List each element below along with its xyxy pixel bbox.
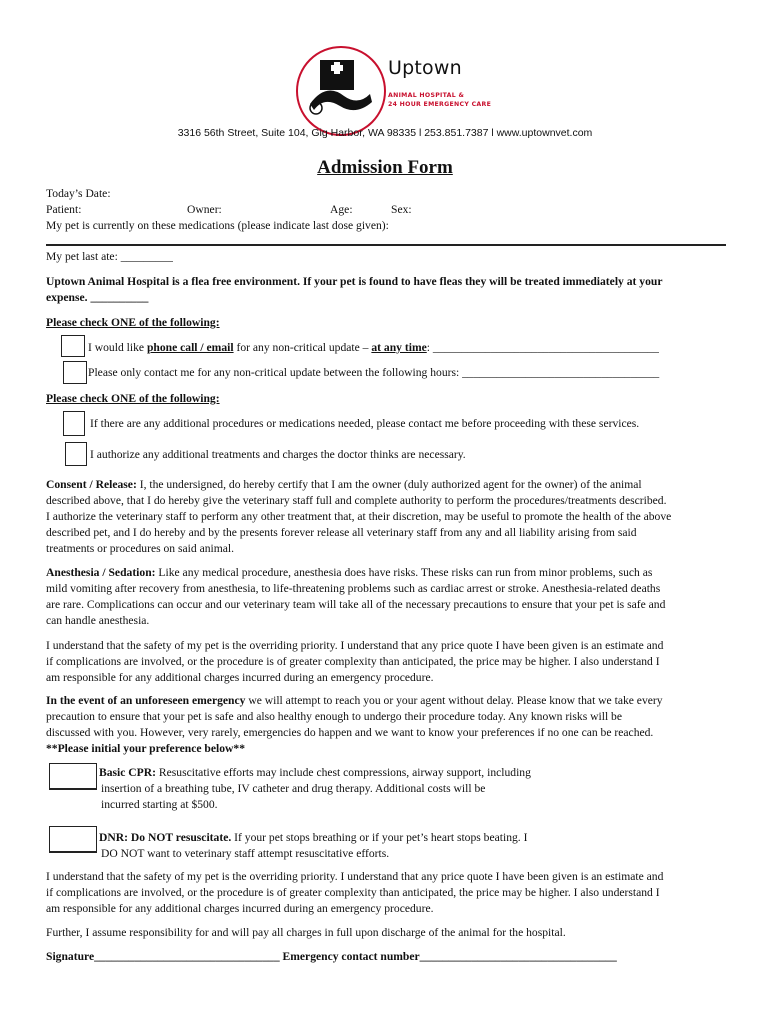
sex-label: Sex: bbox=[391, 203, 412, 216]
page-title: Admission Form bbox=[317, 157, 453, 178]
emergency-line-3: discussed with you. However, very rarely, emergencies do happen and we want to know your preferences if no one can be reached. bbox=[46, 726, 654, 739]
emergency-contact-field[interactable]: __________________________________ bbox=[419, 950, 617, 963]
patient-label: Patient: bbox=[46, 203, 82, 216]
phone-email-text: phone call / email bbox=[146, 341, 234, 354]
pet-logo-icon bbox=[296, 46, 382, 132]
anesthesia-label: Anesthesia / Sedation: bbox=[46, 566, 156, 579]
consent-line-3: I authorize the veterinary staff to perform any other treatment that, at their discretion, may be useful to promote the health of the above bbox=[46, 510, 672, 523]
understand-1-line-3: am responsible for any additional charges incurred during an emergency procedure. bbox=[46, 671, 434, 684]
procedure-option-2-checkbox[interactable] bbox=[65, 442, 87, 466]
understand-1-line-2: if complications are involved, or the procedure is of greater complexity than anticipated, the price may be higher. I also understand I bbox=[46, 655, 660, 668]
cpr-label: Basic CPR: bbox=[99, 766, 156, 779]
dnr-line-1: DNR: Do NOT resuscitate. If your pet stops breathing or if your pet’s heart stops beating. I bbox=[99, 831, 528, 844]
anesthesia-line-2: mild vomiting after recovery from anesthesia, to life-threatening problems such as cardiac arrest or stroke. Anesthesia-related deaths bbox=[46, 582, 661, 595]
medications-label: My pet is currently on these medications (please indicate last dose given): bbox=[46, 219, 389, 232]
emergency-line-2: precaution to ensure that your pet is safe and also healthy enough to undergo their procedure today. Any known risks will be bbox=[46, 710, 623, 723]
understand-2-line-2: if complications are involved, or the procedure is of greater complexity than anticipated, the price may be higher. I also understand I bbox=[46, 886, 660, 899]
anesthesia-line-3: are rare. Complications can occur and our veterinary team will take all of the necessary precautions to ensure that your pet is safe and bbox=[46, 598, 666, 611]
signature-label: Signature bbox=[46, 950, 95, 963]
logo-subtitle-2: 24 HOUR EMERGENCY CARE bbox=[388, 101, 492, 108]
procedure-section-heading: Please check ONE of the following: bbox=[46, 392, 220, 405]
contact-section-heading: Please check ONE of the following: bbox=[46, 316, 220, 329]
emergency-line-1: In the event of an unforeseen emergency we will attempt to reach you or your agent without delay. Please know that we take every bbox=[46, 694, 663, 707]
hospital-address: 3316 56th Street, Suite 104, Gig Harbor, WA 98335 l 253.851.7387 l www.uptownvet.com bbox=[177, 127, 593, 139]
signature-row bbox=[46, 949, 617, 965]
anesthesia-line-4: can handle anesthesia. bbox=[46, 614, 150, 627]
consent-line-4: described pet, and I do hereby and by the presents forever release all veterinary staff from any and all liability arising from said bbox=[46, 526, 637, 539]
payment-responsibility: Further, I assume responsibility for and will pay all charges in full upon discharge of the animal for the hospital. bbox=[46, 926, 566, 939]
cpr-line-3: incurred starting at $500. bbox=[101, 798, 218, 811]
contact-option-1-checkbox[interactable] bbox=[61, 335, 85, 357]
emergency-contact-label: Emergency contact number bbox=[279, 950, 420, 963]
hospital-logo bbox=[296, 46, 386, 136]
flea-notice: Uptown Animal Hospital is a flea free environment. If your pet is found to have fleas they will be treated immediately at your bbox=[46, 275, 663, 288]
anesthesia-line-1: Anesthesia / Sedation: Like any medical procedure, anesthesia does have risks. These risks can run from minor problems, such as bbox=[46, 566, 653, 579]
todays-date-label: Today’s Date: bbox=[46, 187, 111, 200]
any-time-text: at any time bbox=[371, 341, 427, 354]
dnr-line-2: DO NOT want to veterinary staff attempt resuscitative efforts. bbox=[101, 847, 390, 860]
understand-2-line-3: am responsible for any additional charges incurred during an emergency procedure. bbox=[46, 902, 434, 915]
logo-subtitle-1: ANIMAL HOSPITAL & bbox=[388, 92, 465, 99]
consent-line-2: described above, that I do hereby give the veterinary staff full and complete authority to perform the procedures/treatments described. bbox=[46, 494, 667, 507]
owner-label: Owner: bbox=[187, 203, 222, 216]
emergency-label: In the event of an unforeseen emergency bbox=[46, 694, 246, 707]
cpr-line-2: insertion of a breathing tube, IV catheter and drug therapy. Additional costs will be bbox=[101, 782, 486, 795]
cpr-line-1: Basic CPR: Resuscitative efforts may include chest compressions, airway support, including bbox=[99, 766, 531, 779]
consent-line-5: treatments or procedures on said animal. bbox=[46, 542, 235, 555]
contact-option-1: I would like phone call / email for any non-critical update – at any time: _______________________________________ bbox=[88, 341, 659, 354]
initial-preference-instruction: **Please initial your preference below** bbox=[46, 742, 245, 755]
procedure-option-1-checkbox[interactable] bbox=[63, 411, 85, 436]
signature-field[interactable]: ________________________________ bbox=[94, 950, 280, 963]
dnr-initial-box[interactable] bbox=[49, 826, 97, 853]
procedure-option-2: I authorize any additional treatments and charges the doctor thinks are necessary. bbox=[90, 448, 466, 461]
logo-name: Uptown bbox=[388, 57, 462, 79]
divider bbox=[46, 244, 726, 246]
cpr-initial-box[interactable] bbox=[49, 763, 97, 790]
contact-option-2: Please only contact me for any non-critical update between the following hours: __________________________________ bbox=[88, 366, 660, 379]
consent-line-1: Consent / Release: I, the undersigned, do hereby certify that I am the owner (duly authorized agent for the owner) of the animal bbox=[46, 478, 642, 491]
consent-label: Consent / Release: bbox=[46, 478, 137, 491]
procedure-option-1: If there are any additional procedures or medications needed, please contact me before proceeding with these services. bbox=[90, 417, 640, 430]
understand-2-line-1: I understand that the safety of my pet is the overriding priority. I understand that any price quote I have been given is an estimate and bbox=[46, 870, 664, 883]
last-ate-field: My pet last ate: _________ bbox=[46, 250, 173, 263]
contact-option-2-checkbox[interactable] bbox=[63, 361, 87, 384]
age-label: Age: bbox=[330, 203, 353, 216]
dnr-label: DNR: Do NOT resuscitate. bbox=[99, 831, 232, 844]
flea-expense: expense. __________ bbox=[46, 291, 149, 304]
understand-1-line-1: I understand that the safety of my pet is the overriding priority. I understand that any price quote I have been given is an estimate and bbox=[46, 639, 664, 652]
